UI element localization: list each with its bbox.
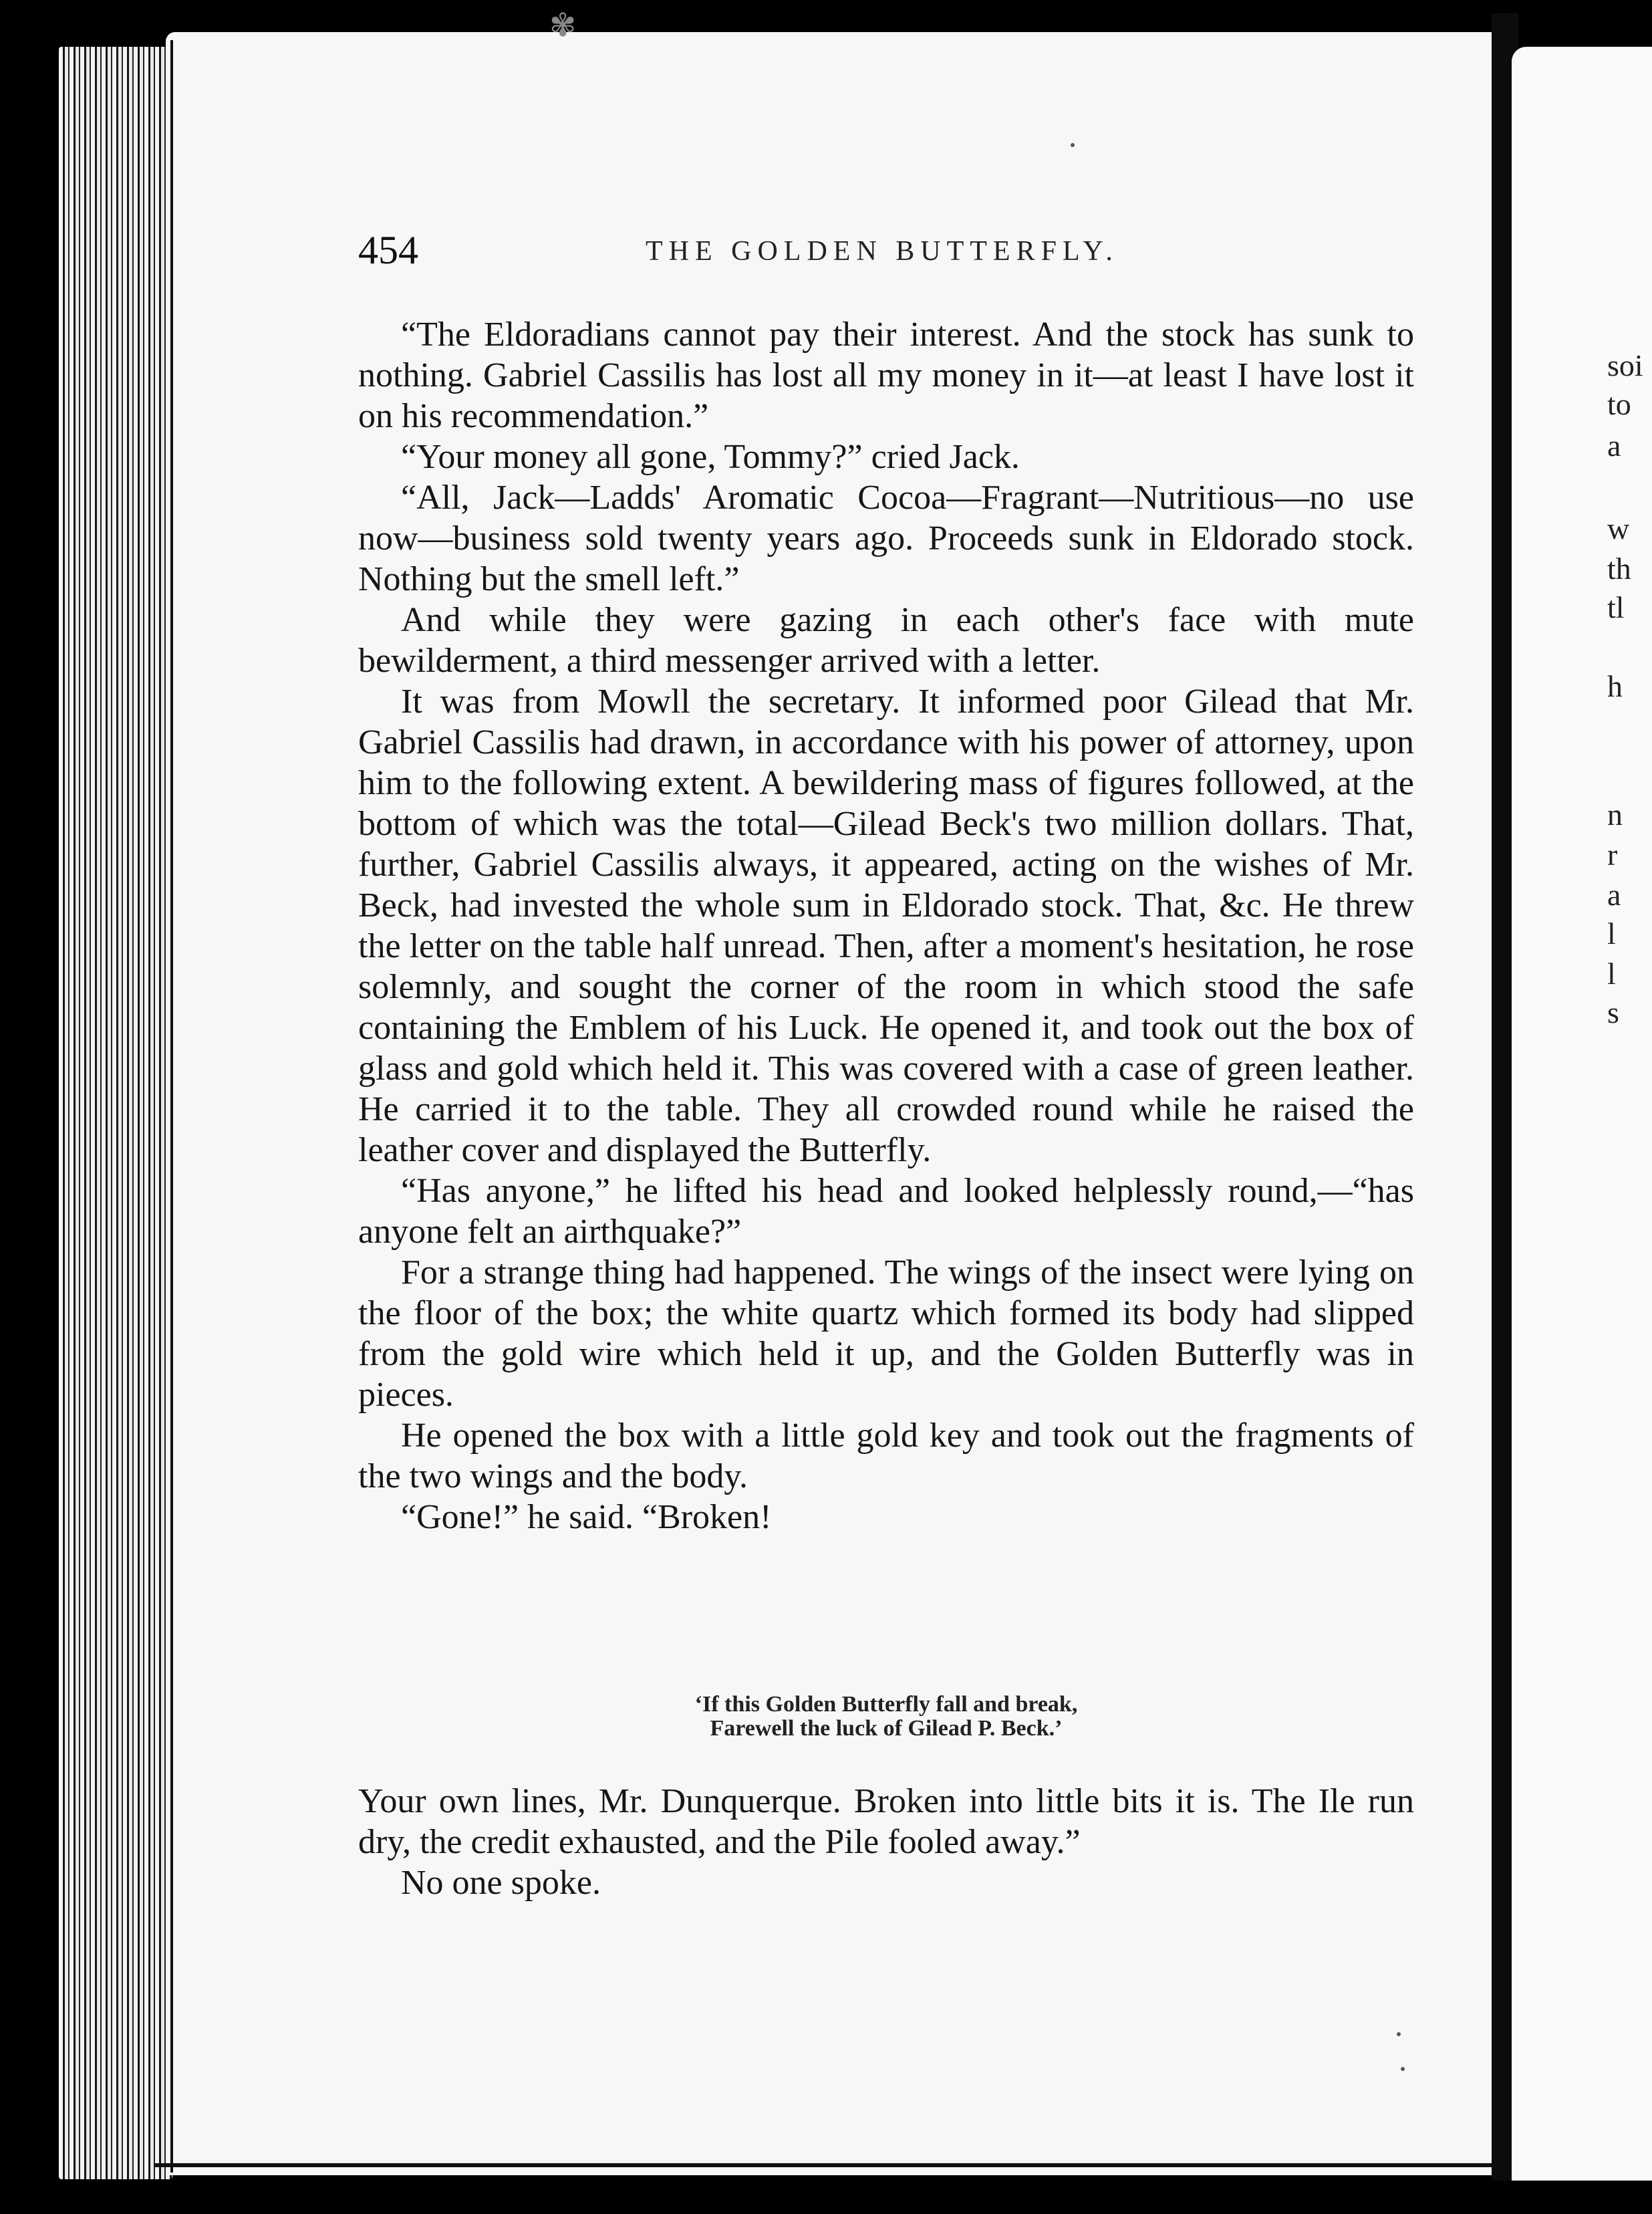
closing-text [358,1781,1414,1903]
page-edges [59,47,172,2179]
paragraph: For a strange thing had happened. The wings of the insect were lying on the floor of the box; the white quartz which formed its body had slipped from the gold wire which held it up, and the Golden Butterfly was in pieces. [358,1253,1414,1414]
body-text [358,314,1414,1538]
facing-fragment: soi [1607,348,1643,382]
page-binding-edge [170,40,173,2173]
paragraph: “Your money all gone, Tommy?” cried Jack. [401,438,1020,476]
facing-fragment: a [1607,428,1621,463]
facing-fragment: tl [1607,590,1625,624]
facing-fragment: n [1607,797,1623,832]
facing-page-text [1607,0,1652,2214]
facing-fragment: l [1607,957,1616,991]
facing-fragment: r [1607,838,1618,872]
speck [1397,2032,1401,2036]
facing-fragment: s [1607,995,1619,1029]
paragraph: It was from Mowll the secretary. It informed poor Gilead that Mr. Gabriel Cassilis had drawn, in accordance with his power of attorney, upon him to the following extent. A bewildering mass of figures followed, at the bottom of which was the total—Gilead Beck's two million dollars. That, further, Gabriel Cassilis always, it appeared, acting on the wishes of Mr. Beck, had invested the whole sum in Eldorado stock. That, &c. He threw the letter on the table half unread. Then, after a moment's hesitation, he rose solemnly, and sought the corner of the room in which stood the safe containing the Emblem of his Luck. He opened it, and took out the box of glass and gold which held it. This was covered with a case of green leather. He carried it to the table. They all crowded round while he raised the leather cover and displayed the Butterfly. [358,683,1414,1169]
paragraph: No one spoke. [401,1864,601,1902]
page-bottom-edge [154,2163,1510,2167]
smudge-mark: ✾ [549,8,577,43]
paragraph: “The Eldoradians cannot pay their interest. And the stock has sunk to nothing. Gabriel Cassilis has lost all my money in it—at least I have lost it on his recommendation.” [358,316,1414,435]
verse-line: ‘If this Golden Butterfly fall and break, [694,1692,1078,1717]
paragraph: And while they were gazing in each other's face with mute bewilderment, a third messenger arrived with a letter. [358,601,1414,680]
facing-fragment: l [1607,916,1616,951]
facing-fragment: a [1607,878,1621,912]
page-number: 454 [358,228,418,272]
scan-border [0,2181,1652,2214]
paragraph: Your own lines, Mr. Dunquerque. Broken into little bits it is. The Ile run dry, the credit exhausted, and the Pile fooled away.” [358,1782,1414,1861]
page-header [358,227,1414,281]
facing-fragment: h [1607,669,1623,703]
paragraph: “All, Jack—Ladds' Aromatic Cocoa—Fragrant—Nutritious—no use now—business sold twenty years ago. Proceeds sunk in Eldorado stock. Nothing but the smell left.” [358,479,1414,598]
facing-fragment: w [1607,511,1630,545]
paragraph: “Has anyone,” he lifted his head and looked helplessly round,—“has anyone felt an airthquake?” [358,1172,1414,1251]
facing-fragment: to [1607,387,1631,421]
speck [1071,143,1075,147]
facing-fragment: th [1607,551,1631,586]
running-head: THE GOLDEN BUTTERFLY. [646,236,1119,267]
verse-line: Farewell the luck of Gilead P. Beck.’ [710,1716,1063,1741]
paragraph: He opened the box with a little gold key and took out the fragments of the two wings and the body. [358,1417,1414,1495]
paragraph: “Gone!” he said. “Broken! [401,1498,772,1536]
speck [1401,2067,1405,2071]
verse-quote [358,1693,1414,1741]
